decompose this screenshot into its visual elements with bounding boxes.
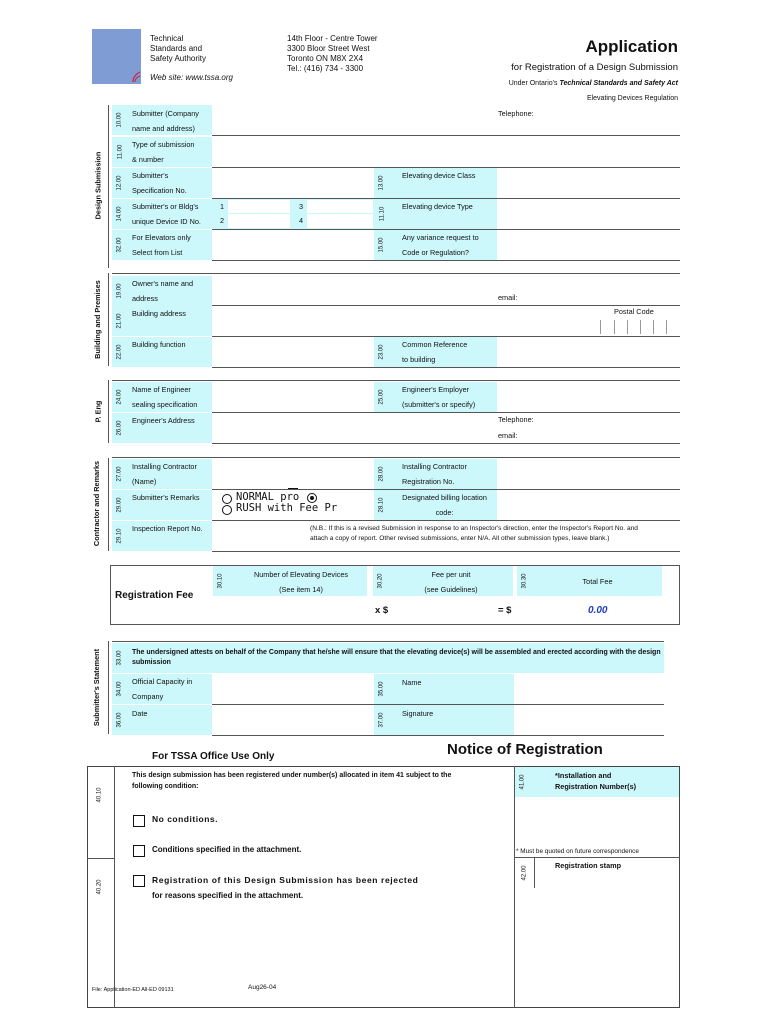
inspection-report-field[interactable] bbox=[212, 521, 307, 551]
contractor-registration-label: Installing Contractor Registration No. bbox=[402, 462, 467, 486]
item-number: 24.00 bbox=[116, 389, 123, 405]
logo-mark-icon bbox=[131, 70, 141, 82]
act-name: Technical Standards and Safety Act bbox=[559, 80, 678, 87]
device-type-field[interactable] bbox=[497, 199, 680, 229]
item-number: 27.00 bbox=[116, 466, 123, 482]
address-line-3: Toronto ON M8X 2X4 bbox=[287, 54, 364, 63]
owner-label: Owner's name and address bbox=[132, 279, 194, 303]
device-id-4-label: 4 bbox=[299, 216, 304, 225]
owner-field[interactable] bbox=[212, 276, 680, 306]
footer-date: Aug26-04 bbox=[248, 984, 277, 991]
conditions-attached-label: Conditions specified in the attachment. bbox=[152, 845, 302, 854]
item-number: 36.00 bbox=[116, 712, 123, 728]
org-line-1: Technical bbox=[150, 34, 184, 43]
item-number: 13.00 bbox=[378, 175, 385, 191]
submission-type-field[interactable] bbox=[212, 137, 680, 167]
item-number: 26.00 bbox=[116, 420, 123, 436]
attestation-text: The undersigned attests on behalf of the Company that he/she will ensure that the elevating device(s) will be assembled and erected according with the design submission bbox=[132, 649, 661, 666]
website[interactable]: Web site: www.tssa.org bbox=[150, 73, 233, 82]
common-reference-label: Common Reference to building bbox=[402, 340, 468, 364]
fee-per-unit-label: Fee per unit (see Guidelines) bbox=[424, 570, 478, 594]
device-id-1-field[interactable] bbox=[228, 200, 290, 213]
org-name bbox=[150, 34, 206, 64]
registration-fee-title: Registration Fee bbox=[115, 590, 194, 601]
device-class-field[interactable] bbox=[497, 168, 680, 198]
total-fee-value: 0.00 bbox=[588, 605, 608, 616]
item-number: 33.00 bbox=[116, 650, 123, 666]
inspection-report-label: Inspection Report No. bbox=[132, 524, 203, 533]
specification-label: Submitter's Specification No. bbox=[132, 171, 187, 195]
no-conditions-checkbox[interactable] bbox=[133, 815, 145, 827]
item-number: 12.00 bbox=[116, 175, 123, 191]
telephone-label: Telephone: bbox=[498, 415, 534, 424]
variance-field[interactable] bbox=[497, 230, 680, 260]
item-number: 14.00 bbox=[116, 206, 123, 222]
item-number: 28.10 bbox=[378, 497, 385, 513]
engineer-name-label: Name of Engineer sealing specification bbox=[132, 385, 198, 409]
common-reference-field[interactable] bbox=[497, 337, 680, 367]
date-field[interactable] bbox=[212, 705, 374, 735]
engineer-employer-label: Engineer's Employer (submitter's or specify) bbox=[402, 385, 476, 409]
official-capacity-field[interactable] bbox=[212, 674, 374, 704]
item-number: 29.10 bbox=[116, 528, 123, 544]
device-id-label: Submitter's or Bldg's unique Device ID No. bbox=[132, 202, 201, 226]
org-line-3: Safety Authority bbox=[150, 54, 207, 63]
item-number: 28.00 bbox=[378, 466, 385, 482]
address-line-1: 14th Floor - Centre Tower bbox=[287, 34, 378, 43]
radio-rush[interactable] bbox=[222, 505, 232, 515]
item-number: 21.00 bbox=[116, 313, 123, 329]
total-fee-label: Total Fee bbox=[582, 577, 613, 586]
regulation: Elevating Devices Regulation bbox=[586, 95, 678, 102]
times-sign: x $ bbox=[375, 605, 389, 616]
installation-number-label: *Installation and Registration Number(s) bbox=[555, 771, 637, 791]
device-id-3-label: 3 bbox=[299, 202, 304, 211]
item-number: 42.00 bbox=[521, 865, 528, 881]
remarks-label: Submitter's Remarks bbox=[132, 493, 200, 502]
installation-number-field[interactable] bbox=[515, 798, 679, 846]
registration-stamp-label: Registration stamp bbox=[555, 861, 622, 870]
official-capacity-label: Official Capacity in Company bbox=[132, 677, 193, 701]
item-number: 30.20 bbox=[377, 573, 384, 589]
conditions-attached-checkbox[interactable] bbox=[133, 845, 145, 857]
device-count-field[interactable] bbox=[213, 598, 367, 623]
item-number: 22.00 bbox=[116, 344, 123, 360]
engineer-address-field[interactable] bbox=[212, 413, 680, 443]
building-function-label: Building function bbox=[132, 340, 186, 349]
billing-location-field[interactable] bbox=[497, 490, 680, 520]
fee-per-unit-field[interactable] bbox=[392, 598, 492, 623]
item-number: 37.00 bbox=[378, 712, 385, 728]
device-id-3-field[interactable] bbox=[307, 200, 373, 213]
item-number: 32.00 bbox=[116, 237, 123, 253]
item-number: 11.10 bbox=[378, 206, 385, 222]
quoted-note: * Must be quoted on future correspondence bbox=[516, 848, 639, 855]
signature-label: Signature bbox=[402, 709, 434, 718]
equals-sign: = $ bbox=[498, 605, 512, 616]
item-number: 40.20 bbox=[96, 879, 103, 895]
email-label: email: bbox=[498, 431, 518, 440]
engineer-employer-field[interactable] bbox=[497, 382, 680, 412]
section-contractor-remarks: Contractor and Remarks bbox=[92, 460, 102, 546]
page-subtitle: for Registration of a Design Submission bbox=[511, 62, 678, 73]
variance-label: Any variance request to Code or Regulation? bbox=[402, 233, 479, 257]
submission-type-label: Type of submission & number bbox=[132, 140, 195, 164]
address-line-2: 3300 Bloor Street West bbox=[287, 44, 370, 53]
submitter-company-label: Submitter (Company name and address) bbox=[132, 109, 199, 133]
footer-file: File: Application-ED All-ED 09131 bbox=[92, 987, 174, 993]
radio-normal[interactable] bbox=[222, 494, 232, 504]
telephone-label: Telephone: bbox=[498, 109, 534, 118]
item-number: 15.00 bbox=[378, 237, 385, 253]
device-id-4-field[interactable] bbox=[307, 214, 373, 228]
elevators-only-label: For Elevators only Select from List bbox=[132, 233, 191, 257]
act-prefix: Under Ontario's bbox=[508, 80, 558, 87]
rejected-checkbox[interactable] bbox=[133, 875, 145, 887]
contractor-name-label: Installing Contractor (Name) bbox=[132, 462, 197, 486]
registration-stamp-area[interactable] bbox=[535, 875, 679, 1007]
org-line-2: Standards and bbox=[150, 44, 203, 53]
name-label: Name bbox=[402, 678, 422, 687]
section-building-premises: Building and Premises bbox=[92, 279, 102, 359]
item-number: 25.00 bbox=[378, 389, 385, 405]
signature-field[interactable] bbox=[514, 705, 664, 735]
engineer-name-field[interactable] bbox=[212, 382, 374, 412]
revised-submission-note: (N.B.: If this is a revised Submission in response to an Inspector's direction, enter the Inspector's Report No. and attach a copy of report. Other revised submissions, enter N/A. All other submission types, leave blank.) bbox=[310, 525, 638, 542]
radio-rush-label: RUSH with Fee Pr bbox=[236, 502, 338, 514]
elevator-select[interactable] bbox=[212, 230, 374, 260]
office-use-title: For TSSA Office Use Only bbox=[152, 751, 275, 762]
date-label: Date bbox=[132, 709, 148, 718]
section-peng: P. Eng bbox=[93, 400, 103, 422]
building-address-label: Building address bbox=[132, 309, 186, 318]
contractor-name-field[interactable] bbox=[212, 459, 374, 489]
device-id-2-label: 2 bbox=[220, 216, 225, 225]
section-design-submission: Design Submission bbox=[93, 151, 103, 219]
address-line-4: Tel.: (416) 734 - 3300 bbox=[287, 64, 364, 73]
device-id-2-field[interactable] bbox=[228, 214, 290, 228]
rejected-reason-label: for reasons specified in the attachment. bbox=[152, 891, 304, 900]
device-class-label: Elevating device Class bbox=[402, 171, 476, 180]
contractor-registration-field[interactable] bbox=[497, 459, 680, 489]
device-type-label: Elevating device Type bbox=[402, 202, 473, 211]
billing-location-label: Designated billing location code: bbox=[402, 493, 487, 517]
act-line bbox=[509, 80, 678, 87]
item-number: 10.00 bbox=[116, 112, 123, 128]
page-title: Application bbox=[585, 37, 678, 56]
item-number: 11.00 bbox=[116, 144, 123, 160]
name-field[interactable] bbox=[514, 674, 664, 704]
postal-code-label: Postal Code bbox=[614, 307, 654, 316]
building-function-field[interactable] bbox=[212, 337, 374, 367]
registered-under-text: This design submission has been registered under number(s) allocated in item 41 subject to the following condition: bbox=[132, 772, 452, 790]
item-number: 35.00 bbox=[378, 681, 385, 697]
address-block bbox=[287, 34, 378, 74]
radio-normal-label: NORMAL pro bbox=[236, 491, 300, 503]
email-label: email: bbox=[498, 293, 518, 302]
submitter-company-field[interactable] bbox=[212, 105, 680, 135]
item-number: 34.00 bbox=[116, 681, 123, 697]
item-number: 40.10 bbox=[96, 787, 103, 803]
engineer-address-label: Engineer's Address bbox=[132, 416, 195, 425]
notice-of-registration: Notice of Registration bbox=[447, 741, 603, 758]
item-number: 30.10 bbox=[217, 573, 224, 589]
item-number: 19.00 bbox=[116, 283, 123, 299]
device-count-label: Number of Elevating Devices (See item 14) bbox=[253, 570, 349, 594]
item-number: 29.00 bbox=[116, 497, 123, 513]
item-number: 41.00 bbox=[519, 774, 526, 790]
device-id-1-label: 1 bbox=[220, 202, 225, 211]
specification-field[interactable] bbox=[212, 168, 374, 198]
item-number: 23.00 bbox=[378, 344, 385, 360]
rejected-label: Registration of this Design Submission has been rejected bbox=[152, 875, 419, 885]
no-conditions-label: No conditions. bbox=[152, 814, 219, 824]
section-submitters-statement: Submitter's Statement bbox=[92, 648, 102, 727]
postal-code-field[interactable] bbox=[600, 320, 680, 334]
item-number: 30.30 bbox=[521, 573, 528, 589]
